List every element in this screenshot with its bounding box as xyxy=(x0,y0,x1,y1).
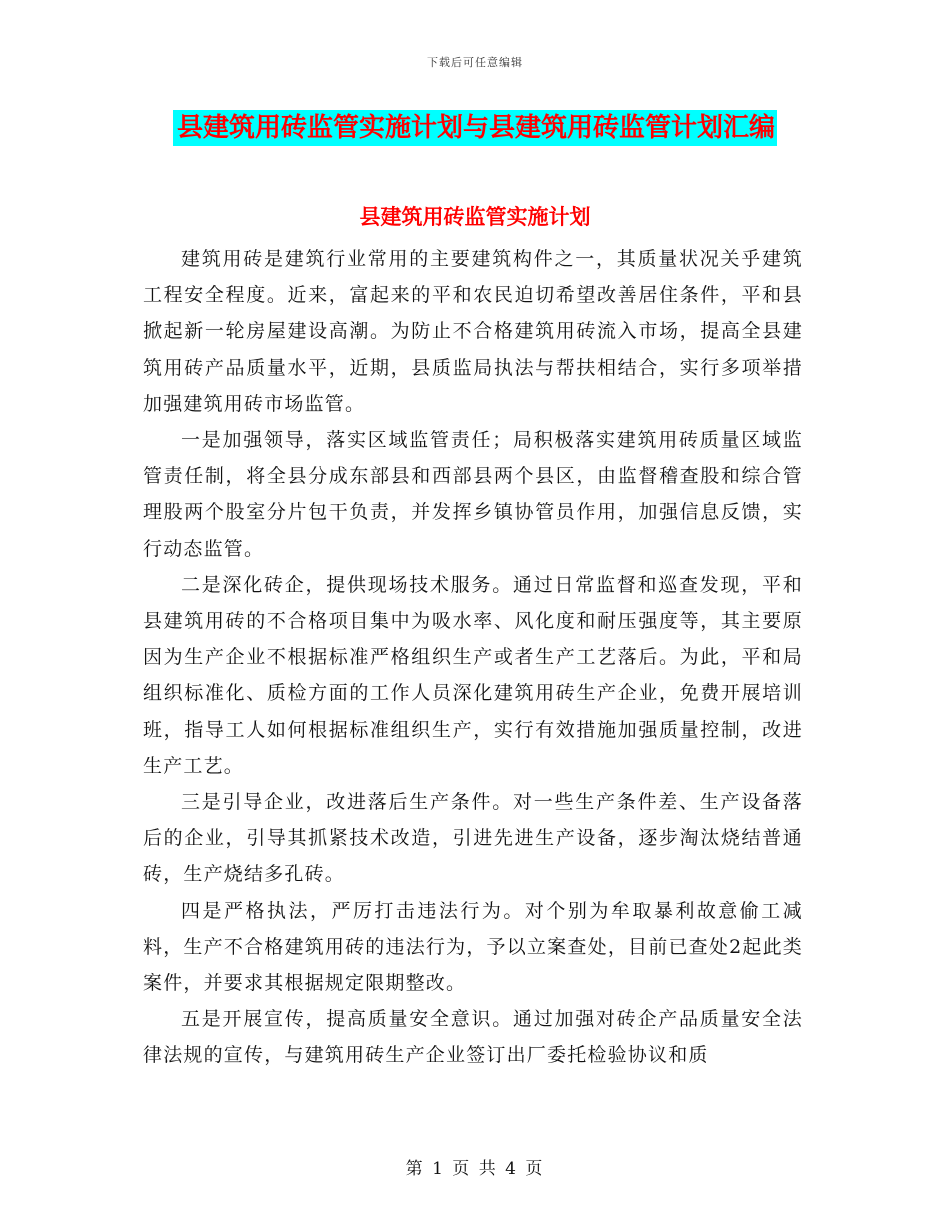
paragraph: 一是加强领导，落实区域监管责任；局积极落实建筑用砖质量区域监管责任制，将全县分成东部县和西部县两个县区，由监督稽查股和综合管理股两个股室分片包干负责，并发挥乡镇协管员作用，加强信息反馈，实行动态监管。 xyxy=(143,429,803,560)
page-number: 第 1 页 共 4 页 xyxy=(405,1159,545,1179)
main-title-container xyxy=(0,110,950,146)
page-header-note: 下载后可任意编辑 xyxy=(427,56,523,69)
paragraph: 二是深化砖企，提供现场技术服务。通过日常监督和巡查发现，平和县建筑用砖的不合格项目集中为吸水率、风化度和耐压强度等，其主要原因为生产企业不根据标准严格组织生产或者生产工艺落后。为此，平和局组织标准化、质检方面的工作人员深化建筑用砖生产企业，免费开展培训班，指导工人如何根据标准组织生产，实行有效措施加强质量控制，改进生产工艺。 xyxy=(143,573,803,777)
main-title: 县建筑用砖监管实施计划与县建筑用砖监管计划汇编 xyxy=(173,110,777,146)
sub-title: 县建筑用砖监管实施计划 xyxy=(359,205,591,229)
paragraph: 建筑用砖是建筑行业常用的主要建筑构件之一，其质量状况关乎建筑工程安全程度。近来，富起来的平和农民迫切希望改善居住条件，平和县掀起新一轮房屋建设高潮。为防止不合格建筑用砖流入市场，提高全县建筑用砖产品质量水平，近期，县质监局执法与帮扶相结合，实行多项举措加强建筑用砖市场监管。 xyxy=(143,248,803,415)
paragraph: 四是严格执法，严厉打击违法行为。对个别为牟取暴利故意偷工减料，生产不合格建筑用砖的违法行为，予以立案查处，目前已查处2起此类案件，并要求其根据规定限期整改。 xyxy=(143,899,803,995)
paragraph: 三是引导企业，改进落后生产条件。对一些生产条件差、生产设备落后的企业，引导其抓紧技术改造，引进先进生产设备，逐步淘汰烧结普通砖，生产烧结多孔砖。 xyxy=(143,791,803,886)
paragraph: 五是开展宣传，提高质量安全意识。通过加强对砖企产品质量安全法律法规的宣传，与建筑用砖生产企业签订出厂委托检验协议和质 xyxy=(143,1008,803,1067)
body-text xyxy=(143,241,803,1074)
